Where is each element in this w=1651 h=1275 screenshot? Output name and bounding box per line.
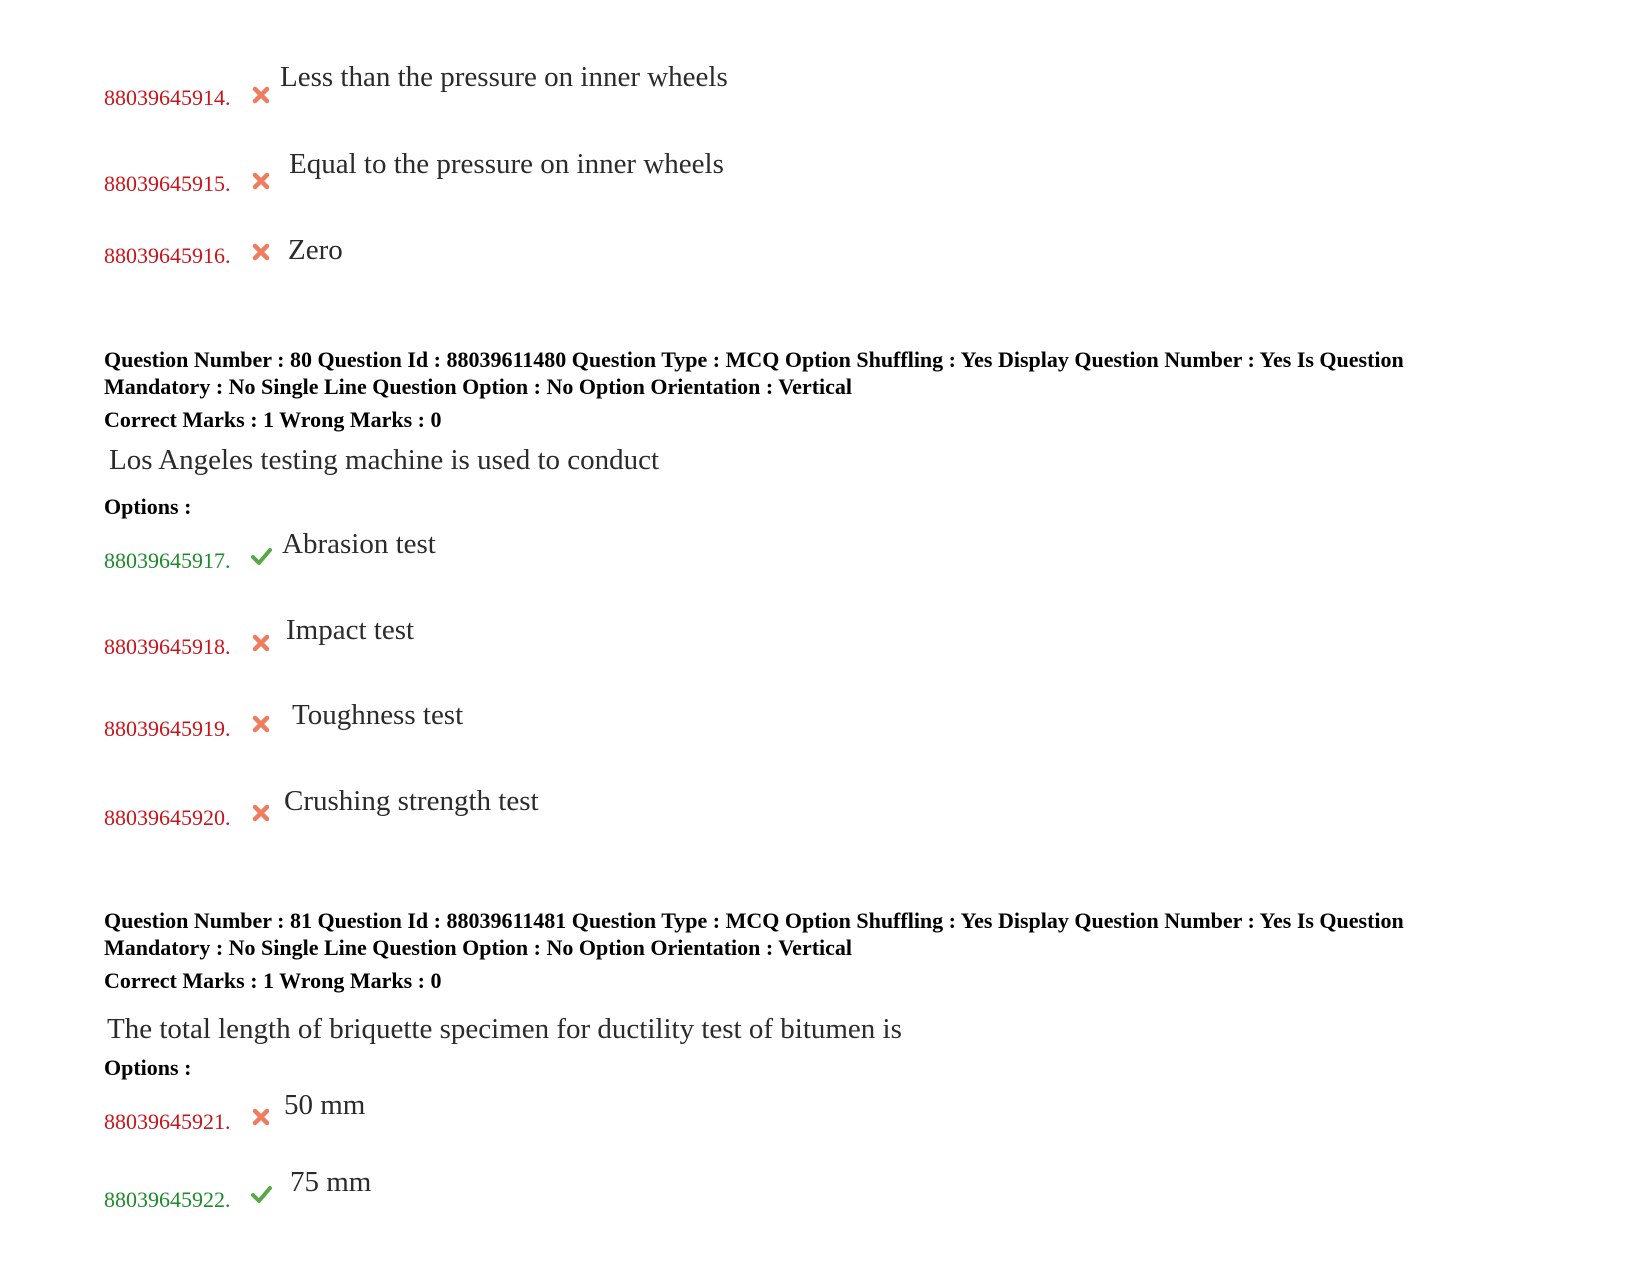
question-meta-line: Mandatory : No Single Line Question Option : No Option Orientation : Vertical: [104, 374, 853, 399]
check-icon: [250, 1183, 272, 1205]
question-marks: Correct Marks : 1 Wrong Marks : 0: [104, 968, 442, 993]
option-id: 88039645915.: [104, 171, 231, 196]
option-text: 75 mm: [290, 1166, 372, 1198]
options-label: Options :: [104, 1055, 192, 1080]
question-text: The total length of briquette specimen for ductility test of bitumen is: [107, 1013, 902, 1045]
option-id: 88039645921.: [104, 1109, 231, 1134]
option-id: 88039645916.: [104, 243, 231, 268]
option-id: 88039645920.: [104, 805, 231, 830]
question-marks: Correct Marks : 1 Wrong Marks : 0: [104, 407, 442, 432]
cross-icon: [250, 632, 272, 654]
option-text: Impact test: [286, 614, 415, 646]
option-text: Toughness test: [292, 699, 464, 731]
options-label: Options :: [104, 494, 192, 519]
option-id: 88039645919.: [104, 716, 231, 741]
cross-icon: [250, 170, 272, 192]
question-meta-line: Question Number : 81 Question Id : 88039611481 Question Type : MCQ Option Shuffling : Yes Display Question Number : Yes Is Question: [104, 908, 1404, 933]
question-text: Los Angeles testing machine is used to conduct: [109, 444, 660, 476]
option-text: Equal to the pressure on inner wheels: [289, 148, 724, 180]
cross-icon: [250, 802, 272, 824]
option-id: 88039645918.: [104, 634, 231, 659]
option-text: Less than the pressure on inner wheels: [280, 61, 728, 93]
question-meta: [104, 346, 1604, 400]
option-text: Abrasion test: [282, 528, 436, 560]
option-id: 88039645922.: [104, 1187, 231, 1212]
option-text: Crushing strength test: [284, 785, 539, 817]
cross-icon: [250, 241, 272, 263]
cross-icon: [250, 713, 272, 735]
option-text: Zero: [288, 234, 343, 266]
option-id: 88039645917.: [104, 548, 231, 573]
question-meta-line: Question Number : 80 Question Id : 88039611480 Question Type : MCQ Option Shuffling : Yes Display Question Number : Yes Is Question: [104, 347, 1404, 372]
check-icon: [250, 545, 272, 567]
question-meta-line: Mandatory : No Single Line Question Option : No Option Orientation : Vertical: [104, 935, 853, 960]
cross-icon: [250, 1106, 272, 1128]
cross-icon: [250, 84, 272, 106]
option-id: 88039645914.: [104, 85, 231, 110]
question-meta: [104, 907, 1604, 961]
option-text: 50 mm: [284, 1089, 366, 1121]
